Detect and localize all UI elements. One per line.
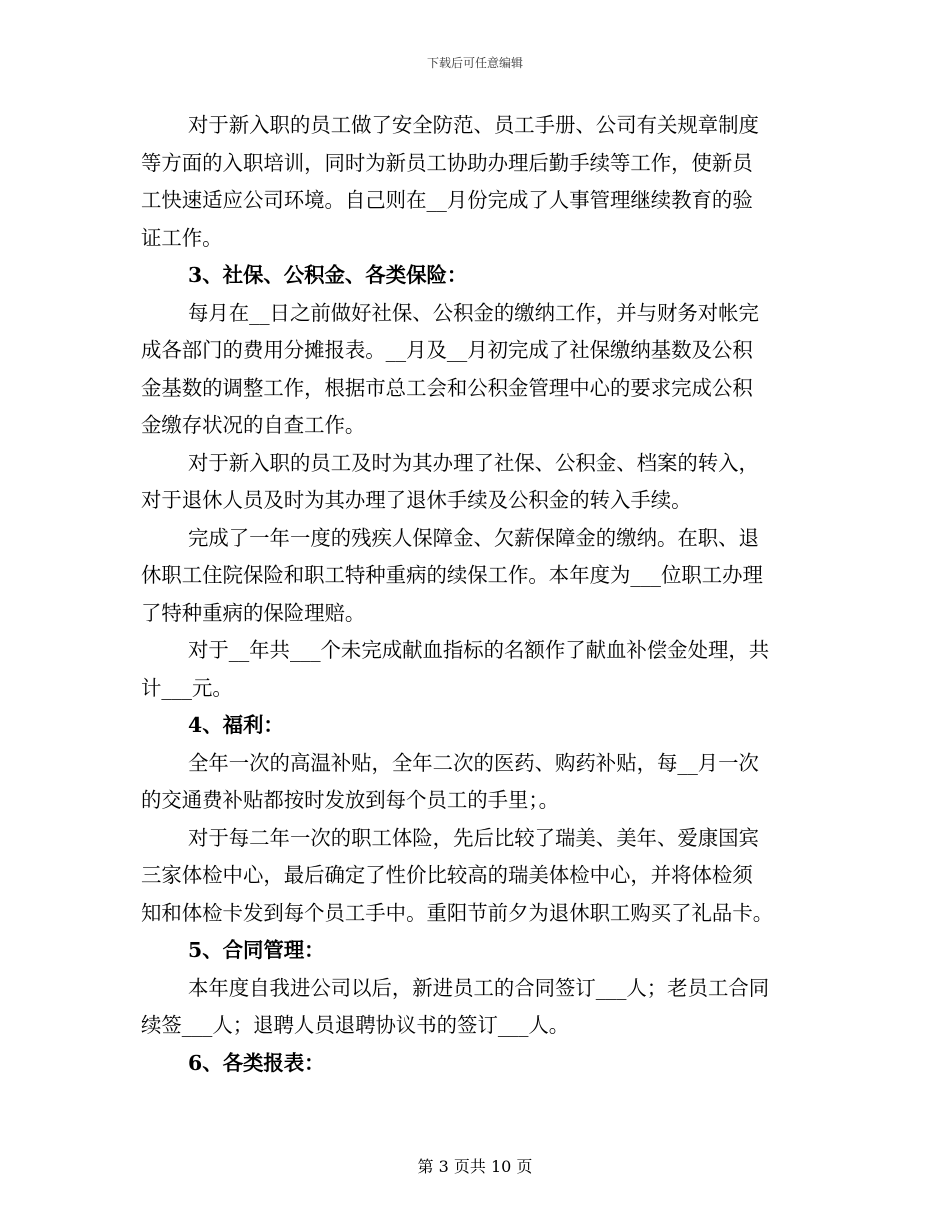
text-line: 对于新入职的员工及时为其办理了社保、公积金、档案的转入，	[188, 450, 759, 475]
text-line: 每月在__日之前做好社保、公积金的缴纳工作，并与财务对帐完	[188, 300, 759, 325]
page-header: 下载后可任意编辑	[426, 56, 523, 70]
text-line: 的交通费补贴都按时发放到每个员工的手里；。	[141, 788, 560, 812]
text-line: 了特种重病的保险理赔。	[141, 600, 366, 625]
text-line: 知和体检卡发到每个员工手中。重阳节前夕为退休职工购买了礼品卡。	[141, 900, 774, 925]
text-line: 对于新入职的员工做了安全防范、员工手册、公司有关规章制度	[188, 113, 759, 137]
text-line: 全年一次的高温补贴，全年二次的医药、购药补贴，每__月一次	[188, 750, 759, 775]
section-heading: 6、各类报表：	[188, 1050, 325, 1075]
text-line: 等方面的入职培训，同时为新员工协助办理后勤手续等工作，使新员	[141, 150, 753, 175]
text-line: 续签___人；退聘人员退聘协议书的签订___人。	[141, 1013, 570, 1037]
text-line: 金缴存状况的自查工作。	[141, 413, 366, 437]
section-heading: 3、社保、公积金、各类保险：	[188, 263, 468, 287]
document-body	[141, 107, 811, 1082]
text-line: 本年度自我进公司以后，新进员工的合同签订___人；老员工合同	[188, 975, 770, 1000]
text-line: 完成了一年一度的残疾人保障金、欠薪保障金的缴纳。在职、退	[188, 525, 759, 550]
page-footer: 第 3 页共 10 页	[417, 1157, 533, 1176]
section-heading: 4、福利：	[188, 713, 284, 737]
text-line: 工快速适应公司环境。自己则在__月份完成了人事管理继续教育的验	[141, 188, 753, 212]
text-line: 成各部门的费用分摊报表。__月及__月初完成了社保缴纳基数及公积	[141, 338, 753, 362]
text-line: 对于每二年一次的职工体险，先后比较了瑞美、美年、爱康国宾	[188, 825, 759, 850]
text-line: 证工作。	[141, 225, 223, 250]
text-line: 计___元。	[141, 675, 233, 700]
text-line: 三家体检中心，最后确定了性价比较高的瑞美体检中心，并将体检须	[141, 863, 753, 887]
text-line: 对于退休人员及时为其办理了退休手续及公积金的转入手续。	[141, 488, 692, 512]
text-line: 金基数的调整工作，根据市总工会和公积金管理中心的要求完成公积	[141, 375, 753, 400]
section-heading: 5、合同管理：	[188, 938, 325, 962]
text-line: 对于__年共___个未完成献血指标的名额作了献血补偿金处理，共	[188, 638, 770, 662]
text-line: 休职工住院保险和职工特种重病的续保工作。本年度为___位职工办理	[141, 563, 763, 587]
